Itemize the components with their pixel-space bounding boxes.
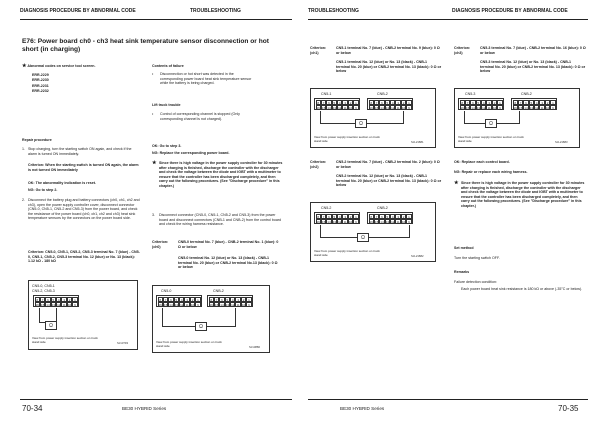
pin: 15 [374,219,379,224]
figure-caption: View from power supply insertion section on truck stand side [156,340,222,348]
connector-housing [511,98,557,110]
criterion-ch1-a: CN5-1 terminal No. 7 (blue) - CNB-2 terminal No. 9 (blue): 0 Ω or below [336,46,440,55]
pin: 1 [408,100,410,105]
pin: 8 [210,297,213,302]
pin-row-bottom [369,219,412,224]
ok-mid: OK: Go to step 3. [152,144,182,148]
pin: 6 [221,297,223,302]
pin: 11 [487,105,491,110]
pin: 2 [546,100,549,105]
pin: 11 [343,105,347,110]
pin: 8 [370,214,373,219]
pin: 1 [74,297,76,302]
connector-figure-3 [310,88,436,148]
probe-lead [235,308,236,326]
connector-label: CN5-2, CN5-3 [32,289,55,293]
ng-1: NG: Go to step 2. [28,188,58,192]
step-number: 1. [22,147,25,151]
figure-code: SJL21882 [411,254,424,258]
warning-text: Since there is high voltage in the power supply controller for 30 minutes after charging is finished, discharge the controller with the discharger and check the voltage between the diode and IGBT with a multimeter to ensure that the controller has been discharged completely, and then carry out the following procedures. (See "Discharge procedure" in this chapter.) [461,181,585,208]
pin: 12 [180,302,184,307]
ng-right: NG: Repair or replace each wiring harness. [454,170,528,174]
probe-lead [464,111,465,123]
pin: 16 [513,105,517,110]
pin: 11 [236,302,240,307]
pin: 15 [163,302,168,307]
pin: 3 [237,297,239,302]
pin: 11 [343,219,347,224]
pin-row-bottom [513,105,556,110]
pin: 8 [461,100,464,105]
pin: 13 [529,105,534,110]
criterion-3-a: CNB-0 terminal No. 7 (blue) - CNB-2 terminal No. 1 (blue): 0 Ω or below [178,240,279,249]
pin: 10 [190,302,195,307]
pin: 6 [525,100,527,105]
pin: 1 [197,297,199,302]
footer-rule [308,399,588,400]
connector-label: CN5-0, CN5-1 [32,284,55,288]
lift-trouble-heading: Lift truck trouble [152,103,181,107]
pin: 11 [396,105,400,110]
pin: 6 [170,297,172,302]
header-rule [308,19,588,20]
pin: 13 [385,219,390,224]
probe-lead [519,111,520,123]
warning-icon: ★ [454,180,459,186]
abnormal-codes-heading: ★ Abnormal codes on service tool screen. [22,63,96,69]
connector-label: CN5-3 [465,92,476,96]
step-number: 3. [152,213,155,217]
header-section-title: DIAGNOSIS PROCEDURE BY ABNORMAL CODE [20,8,136,14]
ohmmeter-icon: Ω [357,233,369,242]
pin: 10 [401,105,406,110]
pin: 15 [214,302,219,307]
connector-housing [314,212,360,224]
pin: 9 [408,105,410,110]
pin: 16 [460,105,464,110]
pin: 6 [381,100,383,105]
pin: 2 [191,297,194,302]
code-item: ERR-2231 [32,83,49,88]
pin: 16 [316,219,320,224]
pin: 13 [51,302,56,307]
connector-label: CNB-2 [213,289,224,293]
pin: 12 [391,105,395,110]
pin: 10 [492,105,497,110]
pin: 6 [381,214,383,219]
ohmmeter-icon: Ω [355,119,367,128]
pin: 2 [402,100,405,105]
pin: 15 [321,105,326,110]
connector-housing [207,295,253,307]
pin: 5 [386,214,389,219]
pin: 13 [174,302,179,307]
figure-code: SJ13793 [117,341,129,345]
pin: 16 [316,105,320,110]
criterion-ch1-label: Criterion: (ch1) [310,46,327,55]
pin: 7 [41,297,44,302]
pin: 5 [226,297,229,302]
pin: 10 [241,302,246,307]
step-2-text: Disconnect the battery plug and battery connectors (ch0, ch1, ch2 and ch3), open the power supply controller cover, disconnect connector (CN5-0, CN5-1, CN5-2 and CN5-3) from the power board, and check the resistance of the power board (ch0, ch1, ch2 and ch3) heat sink temperature sensors by the connectors on the power board side. [28,198,140,221]
pin: 3 [488,100,490,105]
figure-code: SJ13880 [249,345,261,349]
pin: 14 [327,105,331,110]
pin: 11 [540,105,544,110]
pin: 10 [67,302,72,307]
footer-rule [20,399,292,400]
probe-lead [409,225,410,237]
pin: 3 [541,100,543,105]
ok-right: OK: Replace each control board. [454,160,510,164]
pin: 13 [225,302,230,307]
connector-label: CN5-2 [321,206,332,210]
pin: 12 [391,219,395,224]
pin: 9 [355,219,357,224]
set-method-heading: Set method [454,246,474,250]
pin-row-bottom [209,302,252,307]
pin: 14 [524,105,528,110]
criterion-ch1-b: CN5-1 terminal No. 12 (blue) or No. 13 (black) - CNB-1 terminal No. 20 (blue) or CNB-2 terminal No. 13 (black): 0 Ω or below [336,60,442,74]
pin: 9 [408,219,410,224]
header-chapter-title: TROUBLESHOOTING [190,8,241,14]
pin-row-bottom [316,219,359,224]
repair-heading: Repair procedure [22,138,52,142]
pin: 15 [465,105,470,110]
pin: 4 [338,100,341,105]
pin: 8 [159,297,162,302]
right-page [300,0,600,425]
pin: 2 [242,297,245,302]
pin: 2 [68,297,71,302]
connector-housing [367,212,413,224]
pin: 4 [535,100,538,105]
set-method-text: Turn the starting switch OFF. [454,256,500,260]
header-rule [20,19,292,20]
figure-caption: View from power supply insertion section on truck stand side [32,336,98,344]
probe-lead [56,308,57,322]
pin: 7 [322,214,325,219]
criterion-1: Criterion: When the starting switch is turned ON again, the alarm is not turned ON immediately [28,163,139,172]
pin: 1 [355,100,357,105]
pin: 6 [472,100,474,105]
pin: 14 [380,105,384,110]
pin: 6 [328,100,330,105]
connector-housing [33,295,79,307]
pin: 16 [209,302,213,307]
pin: 14 [46,302,50,307]
connector-figure-5 [454,88,580,148]
pin: 16 [369,219,373,224]
pin-row-bottom [35,302,78,307]
pin: 5 [333,100,336,105]
figure-code: SJL21883 [555,140,568,144]
ok-1: OK: The abnormality indication is reset. [28,181,96,185]
pin: 7 [519,100,522,105]
connector-label: CNB-2 [521,92,532,96]
pin: 5 [386,100,389,105]
ohmmeter-icon: Ω [45,321,57,330]
star-icon: ★ [22,63,27,69]
ohmmeter-icon: Ω [195,322,207,331]
pin: 16 [158,302,162,307]
pin: 1 [248,297,250,302]
pin-row-bottom [369,105,412,110]
pin: 11 [185,302,189,307]
contents-heading: Contents of failure [152,64,184,68]
connector-housing [156,295,202,307]
pin: 8 [317,100,320,105]
probe-lead [320,111,321,123]
pin: 6 [47,297,49,302]
series-name: BE30 HYBRID Series [122,406,167,411]
pin: 10 [348,219,353,224]
page-number: 70-34 [22,404,43,413]
pin: 12 [338,105,342,110]
pin: 4 [482,100,485,105]
pin: 7 [466,100,469,105]
pin: 1 [355,214,357,219]
pin: 13 [332,105,337,110]
pin: 15 [374,105,379,110]
pin: 4 [231,297,234,302]
code-item: ERR-2230 [32,78,49,83]
criterion-ch3-label: Criterion: (ch3) [454,46,471,55]
pin: 3 [397,214,399,219]
pin: 9 [197,302,199,307]
pin: 3 [186,297,188,302]
criterion-ch2-b: CN5-2 terminal No. 12 (blue) or No. 13 (black) - CNB-1 terminal No. 20 (blue) or CNB-2 terminal No. 13 (black): 0 Ω or below [336,174,442,188]
page-title: E76: Power board ch0 - ch3 heat sink temperature sensor disconnection or hot short (in charging) [22,38,269,53]
probe-lead [162,308,163,326]
pin: 8 [370,100,373,105]
series-name: BE30 HYBRID Series [340,406,385,411]
pin: 12 [535,105,539,110]
criterion-3-label: Criterion: (ch0) [152,240,169,249]
step-3-text: Disconnect connector (CN5-0, CN5-1, CN5-2 and CN5-3) from the power board and disconnect connectors (CNB-1 and CNB-2) from the control board and check the wiring harness resistance. [159,213,282,227]
pin: 7 [322,100,325,105]
remarks-text-1: Failure detection condition: [454,280,497,284]
lift-trouble-text: Control of corresponding channel is stopped (Only corresponding channel is not charged). [160,112,240,121]
page-number: 70-35 [558,404,579,413]
pin: 10 [401,219,406,224]
bullet: • [152,112,154,116]
figure-caption: View from power supply insertion section on truck stand side [458,135,524,143]
figure-caption: View from power supply insertion section on truck stand side [314,135,380,143]
code-item: ERR-2229 [32,73,49,77]
pin: 12 [482,105,486,110]
criterion-3-b: CN5-0 terminal No. 12 (blue) or No. 13 (black) - CNB-1 terminal No. 20 (blue) or CNB-2 terminal No.13 (black): 0 Ω or below [178,256,278,270]
pin: 14 [327,219,331,224]
pin: 3 [344,100,346,105]
step-1-text: Stop charging, turn the starting switch ON again, and check if the alarm is turned ON immediately. [28,147,132,156]
pin: 2 [402,214,405,219]
warning-text: Since there is high voltage in the power supply controller for 30 minutes after charging is finished, discharge the controller with the discharger and check the voltage between the diode and IGBT with a multimeter to ensure that the controller has been discharged completely, and then carry out the following procedures. (See "Discharge procedure" in this chapter.) [159,161,283,188]
pin: 13 [385,105,390,110]
pin: 7 [375,214,378,219]
pin: 9 [74,302,76,307]
pin: 10 [545,105,550,110]
pin: 8 [514,100,517,105]
connector-label: CNB-2 [377,92,388,96]
connector-housing [367,98,413,110]
pin: 5 [333,214,336,219]
pin: 1 [499,100,501,105]
connector-figure-2 [152,285,270,353]
bullet: • [152,72,154,76]
pin: 7 [375,100,378,105]
pin: 7 [164,297,167,302]
connector-figure-1 [28,280,138,350]
pin: 14 [471,105,475,110]
pin: 11 [396,219,400,224]
connector-label: CNB-2 [377,206,388,210]
criterion-ch3-b: CN5-3 terminal No. 12 (blue) or No. 13 (black) - CNB-1 terminal No. 20 (blue) or CNB-2 terminal No. 13 (black): 0 Ω or below [480,60,586,74]
pin: 9 [499,105,501,110]
pin: 4 [180,297,183,302]
pin: 12 [338,219,342,224]
remarks-heading: Remarks [454,270,470,274]
pin: 6 [328,214,330,219]
remarks-text-2: Each power board heat sink resistance is 180 kΩ or above (-35°C or below). [461,287,583,291]
pin: 5 [477,100,480,105]
pin: 9 [355,105,357,110]
pin: 13 [332,219,337,224]
pin: 4 [391,100,394,105]
connector-label: CN5-0 [161,289,172,293]
connector-label: CN5-1 [321,92,332,96]
pin-row-bottom [316,105,359,110]
pin: 3 [397,100,399,105]
abnormal-codes-list [32,73,92,95]
pin: 9 [248,302,250,307]
pin: 2 [349,100,352,105]
pin: 16 [35,302,39,307]
pin: 13 [476,105,481,110]
pin: 4 [338,214,341,219]
probe-lead [403,111,404,123]
contents-text: Disconnection or hot short was detected in the corresponding power board heat sink temperature sensor while the battery is being charged. [160,72,252,86]
pin: 1 [408,214,410,219]
pin-row-bottom [158,302,201,307]
pin: 5 [530,100,533,105]
ohmmeter-icon: Ω [485,119,497,128]
pin: 3 [63,297,65,302]
pin: 7 [215,297,218,302]
pin: 14 [380,219,384,224]
pin: 10 [348,105,353,110]
step-number: 2. [22,198,25,202]
connector-housing [458,98,504,110]
code-item: ERR-2232 [32,89,49,94]
connector-housing [314,98,360,110]
criterion-2: Criterion: CN5-0, CN5-1, CN5-2, CN5-3 terminal No. 7 (blue) - CN5-0, CN5-1, CN5-2, CN5-3 terminal No. 12 (blue) or No. 13 (black): 1.12 kΩ - 180 kΩ [28,250,140,264]
pin: 4 [57,297,60,302]
header-chapter-title: TROUBLESHOOTING [308,8,359,14]
pin: 16 [369,105,373,110]
pin: 15 [40,302,45,307]
probe-lead [39,308,40,322]
pin: 15 [518,105,523,110]
criterion-ch2-a: CN5-2 terminal No. 7 (blue) - CNB-2 terminal No. 2 (blue): 0 Ω or below [336,160,440,169]
warning-icon: ★ [152,160,157,166]
pin: 2 [493,100,496,105]
pin: 5 [52,297,55,302]
pin: 1 [552,100,554,105]
pin: 11 [62,302,66,307]
pin: 12 [57,302,61,307]
ng-mid: NG: Replace the corresponding power board. [152,151,230,155]
pin: 12 [231,302,235,307]
pin: 4 [391,214,394,219]
figure-caption: View from power supply insertion section on truck stand side [314,249,380,257]
pin: 5 [175,297,178,302]
criterion-ch2-label: Criterion: (ch2) [310,160,327,169]
pin: 14 [220,302,224,307]
criterion-ch3-a: CN5-3 terminal No. 7 (blue) - CNB-2 terminal No. 16 (blue): 0 Ω or below [480,46,586,55]
pin: 9 [552,105,554,110]
pin: 2 [349,214,352,219]
pin: 14 [169,302,173,307]
header-section-title: DIAGNOSIS PROCEDURE BY ABNORMAL CODE [452,8,568,14]
pin: 3 [344,214,346,219]
figure-code: SJL21881 [411,140,424,144]
pin: 8 [317,214,320,219]
pin: 15 [321,219,326,224]
connector-figure-4 [310,202,436,262]
pin-row-bottom [460,105,503,110]
pin: 8 [36,297,39,302]
probe-lead [320,225,321,237]
